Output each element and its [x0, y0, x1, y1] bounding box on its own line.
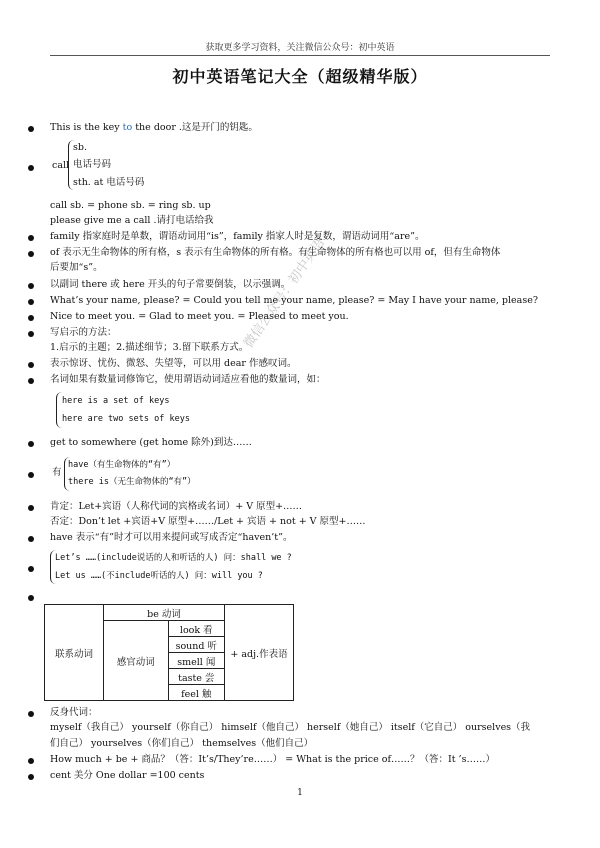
cell-sense-verb: feel 触 — [168, 685, 224, 701]
lets-line: Let us ……(不include听话的人) 问：will you ? — [55, 571, 263, 581]
note-get-to: get to somewhere (get home 除外)到达…… — [50, 437, 252, 448]
note-have-negative: have 表示“有”时才可以用来提问或写成否定“haven’t”。 — [50, 532, 293, 543]
note-key — [50, 122, 258, 134]
cell-sense: 感官动词 — [104, 621, 169, 701]
bullet — [28, 774, 34, 780]
page-title: 初中英语笔记大全（超级精华版） — [172, 67, 428, 86]
bullet — [28, 441, 34, 447]
note-imperative: 肯定：Let+宾语（人称代词的宾格或名词）+ V 原型+…… — [50, 501, 303, 512]
note-imperative: 否定：Don’t let +宾语+V 原型+……/Let + 宾语 + not + V 原型+…… — [50, 516, 366, 527]
cell-adj: + adj.作表语 — [225, 605, 294, 701]
have-line: there is（无生命物体的“有”） — [68, 477, 196, 487]
call-option: sth. at 电话号码 — [73, 177, 145, 188]
bullet — [28, 331, 34, 337]
call-line: call sb. = phone sb. = ring sb. up — [50, 200, 211, 211]
call-line: please give me a call .请打电话给我 — [50, 215, 214, 226]
note-reflexive: myself（我自己） yourself（你自己） himself（他自己） herself（她自己） itself（它自己） ourselves（我 — [50, 722, 531, 733]
note-key-pre: This is the key — [50, 122, 123, 133]
bullet — [28, 595, 34, 601]
header-rule — [50, 55, 550, 56]
call-option: 电话号码 — [73, 159, 112, 170]
call-option: sb. — [73, 142, 87, 153]
cell-sense-verb: look 看 — [168, 621, 224, 637]
bullet — [28, 362, 34, 368]
note-whats-name: What’s your name, please? = Could you tell me your name, please? = May I have your name, please? — [50, 295, 538, 306]
note-notice-title: 写启示的方法： — [50, 327, 117, 338]
cell-sense-verb: smell 闻 — [168, 653, 224, 669]
cell-be: be 动词 — [104, 605, 225, 621]
linking-verbs-table — [44, 604, 294, 701]
call-verb: call — [52, 160, 70, 171]
page-number: 1 — [297, 788, 303, 798]
bullet — [28, 235, 34, 241]
bullet — [28, 711, 34, 717]
note-of: of 表示无生命物体的所有格，s 表示有生命物体的所有格。有生命物体的所有格也可以用 of，但有生命物体 — [50, 247, 501, 258]
have-word: 有 — [52, 467, 62, 478]
cell-sense-verb: taste 尝 — [168, 669, 224, 685]
bullet — [28, 378, 34, 384]
note-of: 后要加“s”。 — [50, 262, 103, 273]
bullet — [28, 299, 34, 305]
note-family: family 指家庭时是单数，谓语动词用“is”，family 指家人时是复数，谓语动词用“are”。 — [50, 231, 425, 242]
note-there-here: 以副词 there 或 here 开头的句子常要倒装，以示强调。 — [50, 279, 291, 290]
bullet — [28, 536, 34, 542]
note-dear: 表示惊讶、忧伤、微怒、失望等，可以用 dear 作感叹词。 — [50, 358, 297, 369]
note-key-post: the door .这是开门的钥匙。 — [132, 122, 258, 133]
note-price: How much + be + 商品？（答：It’s/They’re……） = What is the price of……？（答：It ’s……） — [50, 754, 495, 765]
cell-linking: 联系动词 — [45, 605, 104, 701]
watermark: 微信公众号：初中英语 — [241, 235, 329, 351]
bullet — [28, 251, 34, 257]
bullet — [28, 758, 34, 764]
bullet — [28, 165, 34, 171]
keys-example: here are two sets of keys — [62, 414, 190, 424]
have-line: have（有生命物体的“有”） — [68, 460, 176, 470]
page-header: 获取更多学习资料，关注微信公众号：初中英语 — [205, 43, 395, 53]
bullet — [28, 283, 34, 289]
bullet — [28, 315, 34, 321]
note-cent: cent 美分 One dollar =100 cents — [50, 770, 205, 781]
bullet — [28, 126, 34, 132]
note-key-to: to — [122, 122, 133, 133]
note-reflexive: 们自己） yourselves（你们自己） themselves（他们自己） — [50, 738, 314, 749]
note-noun-rule: 名词如果有数量词修饰它，使用谓语动词适应看他的数量词，如： — [50, 374, 326, 385]
cell-sense-verb: sound 听 — [168, 637, 224, 653]
note-notice-steps: 1.启示的主题；2.描述细节；3.留下联系方式。 — [50, 342, 249, 353]
lets-line: Let’s ……(include说话的人和听话的人) 问：shall we ? — [55, 553, 292, 563]
note-reflexive-title: 反身代词： — [50, 707, 98, 718]
bullet — [28, 566, 34, 572]
keys-example: here is a set of keys — [62, 396, 170, 406]
bullet — [28, 505, 34, 511]
bullet — [28, 472, 34, 478]
note-nice: Nice to meet you. = Glad to meet you. = Pleased to meet you. — [50, 311, 349, 322]
